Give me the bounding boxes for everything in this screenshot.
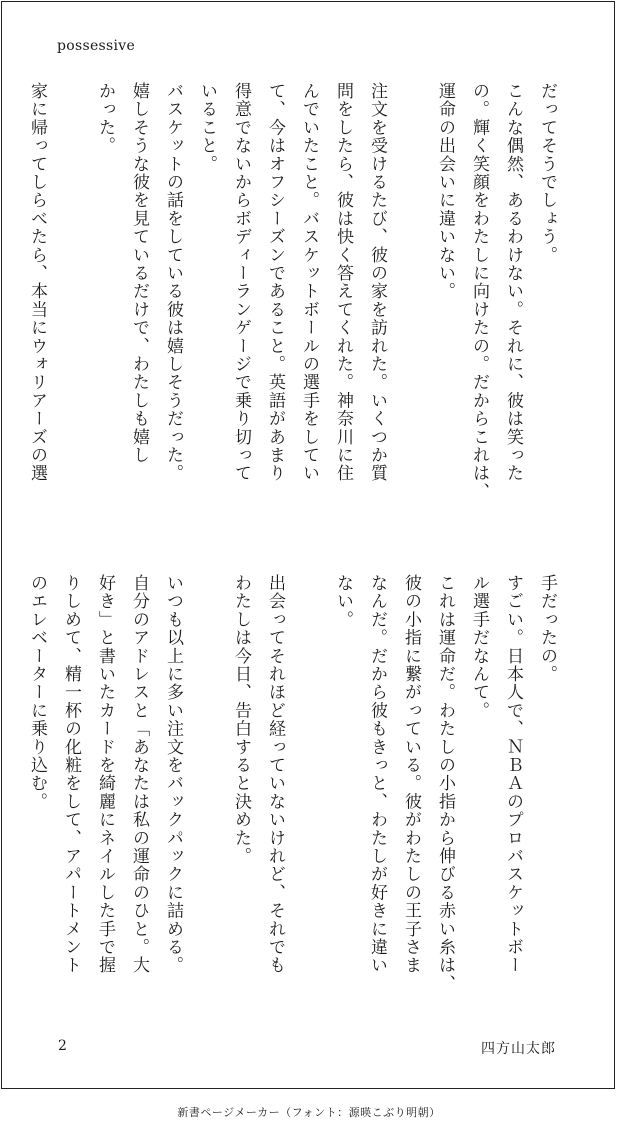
page-frame [1, 1, 615, 1089]
body-text-lower-block: 手だったの。 すごい。日本人で、ＮＢＡのプロバスケットボー ル選手だなんて。 これは運命だ。わたしの小指から伸びる赤い糸は、 彼の小指に繋がっている。彼がわたしの王子さま なんだ。だから彼もきっと、わたしが好きに違い ない。 出会ってそれほど経っていないけれど、それでも わたしは今日、告白すると決めた。 いつも以上に多い注文をバックパックに詰める。 自分のアドレスと「あなたは私の運命のひと。大 好き」と書いたカードを綺麗にネイルした手で握 りしめて、精一杯の化粧をして、アパートメント のエレベーターに乗り込む。 [27, 574, 557, 993]
body-text-upper-block: だってそうでしょう。 こんな偶然、あるわけない。それに、彼は笑った の。輝く笑顔をわたしに向けたの。だからこれは、 運命の出会いに違いない。 注文を受けるたび、彼の家を訪れた。いくつか質 問をしたら、彼は快く答えてくれた。神奈川に住 んでいたこと。バスケットボールの選手をしてい て、今はオフシーズンであること。英語があまり 得意でないからボディーランゲージで乗り切って いること。 バスケットの話をしている彼は嬉しそうだった。 嬉しそうな彼を見ているだけで、わたしも嬉し かった。 家に帰ってしらべたら、本当にウォリアーズの選 [27, 82, 557, 501]
running-header-title: possessive [57, 38, 136, 54]
page-number: 2 [58, 1038, 67, 1054]
generator-credit: 新書ページメーカー（フォント：源暎こぶり明朝） [177, 1106, 441, 1119]
author-name: 四方山太郎 [481, 1041, 556, 1057]
